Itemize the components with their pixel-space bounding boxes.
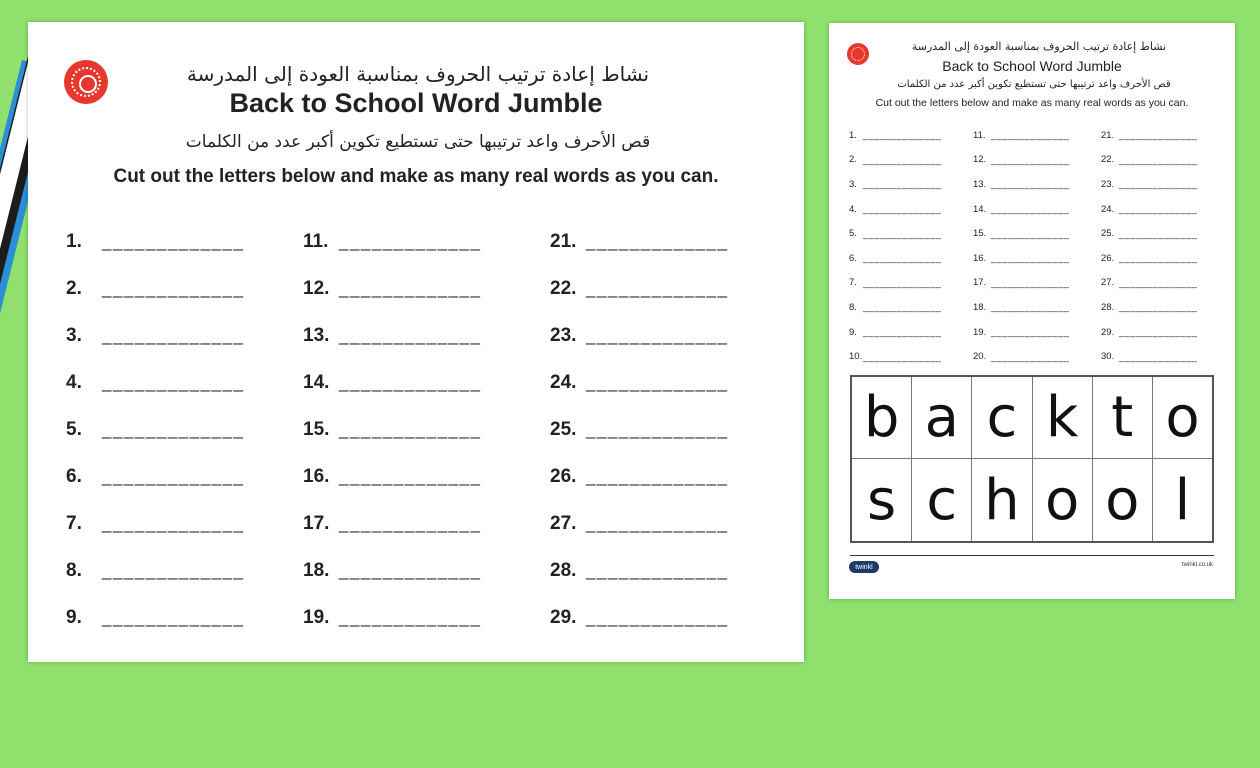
answer-line: 13. ______________ bbox=[973, 178, 1070, 190]
answer-line: 15. _____________ bbox=[303, 418, 482, 440]
instruction: Cut out the letters below and make as many real words as you can. bbox=[875, 97, 1189, 109]
page-title: Back to School Word Jumble bbox=[229, 88, 603, 118]
answer-line: 20. ______________ bbox=[973, 351, 1070, 363]
answer-line: 6. ______________ bbox=[849, 252, 942, 264]
answer-line: 11. _____________ bbox=[303, 230, 482, 252]
answer-line: 11. ______________ bbox=[973, 129, 1070, 141]
worksheet-page-preview bbox=[829, 23, 1235, 599]
letter-tile: s bbox=[852, 459, 912, 541]
answer-line: 27. ______________ bbox=[1101, 277, 1198, 289]
letter-cutout-grid bbox=[850, 375, 1214, 543]
answer-line: 21. _____________ bbox=[550, 230, 729, 252]
arabic-instruction: قص الأحرف واعد ترتيبها حتى تستطيع تكوين أكبر عدد من الكلمات bbox=[897, 79, 1171, 90]
answer-line: 1. _____________ bbox=[66, 230, 245, 252]
answer-line: 4. _____________ bbox=[66, 371, 245, 393]
letter-tile: o bbox=[1093, 459, 1153, 541]
letter-tile: a bbox=[912, 377, 972, 459]
answer-line: 2. ______________ bbox=[849, 154, 942, 166]
answer-line: 25. _____________ bbox=[550, 418, 729, 440]
answer-line: 14. ______________ bbox=[973, 203, 1070, 215]
answer-line: 5. _____________ bbox=[66, 418, 245, 440]
letter-row-back-to bbox=[852, 377, 1212, 459]
letter-tile: t bbox=[1093, 377, 1153, 459]
answer-line: 4. ______________ bbox=[849, 203, 942, 215]
letter-tile: c bbox=[972, 377, 1032, 459]
answer-line: 5. ______________ bbox=[849, 228, 942, 240]
answer-line: 12. _____________ bbox=[303, 277, 482, 299]
answer-line: 2. _____________ bbox=[66, 277, 245, 299]
answer-line: 26. ______________ bbox=[1101, 252, 1198, 264]
answer-line: 3. _____________ bbox=[66, 324, 245, 346]
answer-line: 23. _____________ bbox=[550, 324, 729, 346]
answer-line: 7. ______________ bbox=[849, 277, 942, 289]
answer-line: 16. ______________ bbox=[973, 252, 1070, 264]
answer-line: 29. ______________ bbox=[1101, 326, 1198, 338]
twinkl-logo: twinkl bbox=[849, 561, 879, 573]
answer-line: 8. _____________ bbox=[66, 559, 245, 581]
letter-tile: o bbox=[1153, 377, 1212, 459]
answer-line: 17. ______________ bbox=[973, 277, 1070, 289]
page-title: Back to School Word Jumble bbox=[942, 58, 1122, 74]
answer-line: 22. ______________ bbox=[1101, 154, 1198, 166]
answer-line: 6. _____________ bbox=[66, 465, 245, 487]
answer-line: 17. _____________ bbox=[303, 512, 482, 534]
letter-row-school bbox=[852, 459, 1212, 541]
answer-line: 15. ______________ bbox=[973, 228, 1070, 240]
answer-line: 28. _____________ bbox=[550, 559, 729, 581]
answer-line: 7. _____________ bbox=[66, 512, 245, 534]
answer-column-3 bbox=[1101, 123, 1221, 369]
answer-line: 14. _____________ bbox=[303, 371, 482, 393]
letter-tile: c bbox=[912, 459, 972, 541]
instruction: Cut out the letters below and make as many real words as you can. bbox=[113, 166, 719, 187]
answer-line: 13. _____________ bbox=[303, 324, 482, 346]
answer-line: 9. _____________ bbox=[66, 606, 245, 628]
answer-line: 21. ______________ bbox=[1101, 129, 1198, 141]
arabic-title: نشاط إعادة ترتيب الحروف بمناسبة العودة إلى المدرسة bbox=[911, 40, 1167, 53]
letter-tile: b bbox=[852, 377, 912, 459]
letter-tile: l bbox=[1174, 467, 1191, 533]
answer-line: 25. ______________ bbox=[1101, 228, 1198, 240]
answer-line: 28. ______________ bbox=[1101, 301, 1198, 313]
answer-line: 8. ______________ bbox=[849, 301, 942, 313]
answer-line: 22. _____________ bbox=[550, 277, 729, 299]
answer-line: 19. _____________ bbox=[303, 606, 482, 628]
answer-line: 30. ______________ bbox=[1101, 351, 1198, 363]
answer-line: 26. _____________ bbox=[550, 465, 729, 487]
arabic-title: نشاط إعادة ترتيب الحروف بمناسبة العودة إلى المدرسة bbox=[186, 62, 650, 86]
footer-divider bbox=[850, 555, 1214, 556]
answer-line: 16. _____________ bbox=[303, 465, 482, 487]
arabic-instruction: قص الأحرف واعد ترتيبها حتى تستطيع تكوين أكبر عدد من الكلمات bbox=[185, 132, 651, 152]
answer-line: 12. ______________ bbox=[973, 154, 1070, 166]
answer-column-3 bbox=[550, 218, 790, 641]
answer-line: 29. _____________ bbox=[550, 606, 729, 628]
answer-line: 1. ______________ bbox=[849, 129, 942, 141]
answer-line: 27. _____________ bbox=[550, 512, 729, 534]
answer-line: 23. ______________ bbox=[1101, 178, 1198, 190]
answer-line: 18. ______________ bbox=[973, 301, 1070, 313]
answer-column-1 bbox=[849, 123, 969, 369]
answer-column-2 bbox=[973, 123, 1093, 369]
answer-line: 18. _____________ bbox=[303, 559, 482, 581]
answer-line: 24. _____________ bbox=[550, 371, 729, 393]
letter-tile: o bbox=[1033, 459, 1093, 541]
letter-tile: h bbox=[972, 459, 1032, 541]
answer-column-2 bbox=[303, 218, 543, 641]
answer-line: 9. ______________ bbox=[849, 326, 942, 338]
answer-line: 24. ______________ bbox=[1101, 203, 1198, 215]
answer-line: 10. ______________ bbox=[849, 351, 942, 363]
answer-line: 3. ______________ bbox=[849, 178, 942, 190]
letter-tile: k bbox=[1033, 377, 1093, 459]
worksheet-page-large bbox=[28, 22, 804, 662]
answer-column-1 bbox=[66, 218, 306, 641]
footer-url: twinkl.co.uk bbox=[1181, 562, 1213, 568]
answer-line: 19. ______________ bbox=[973, 326, 1070, 338]
